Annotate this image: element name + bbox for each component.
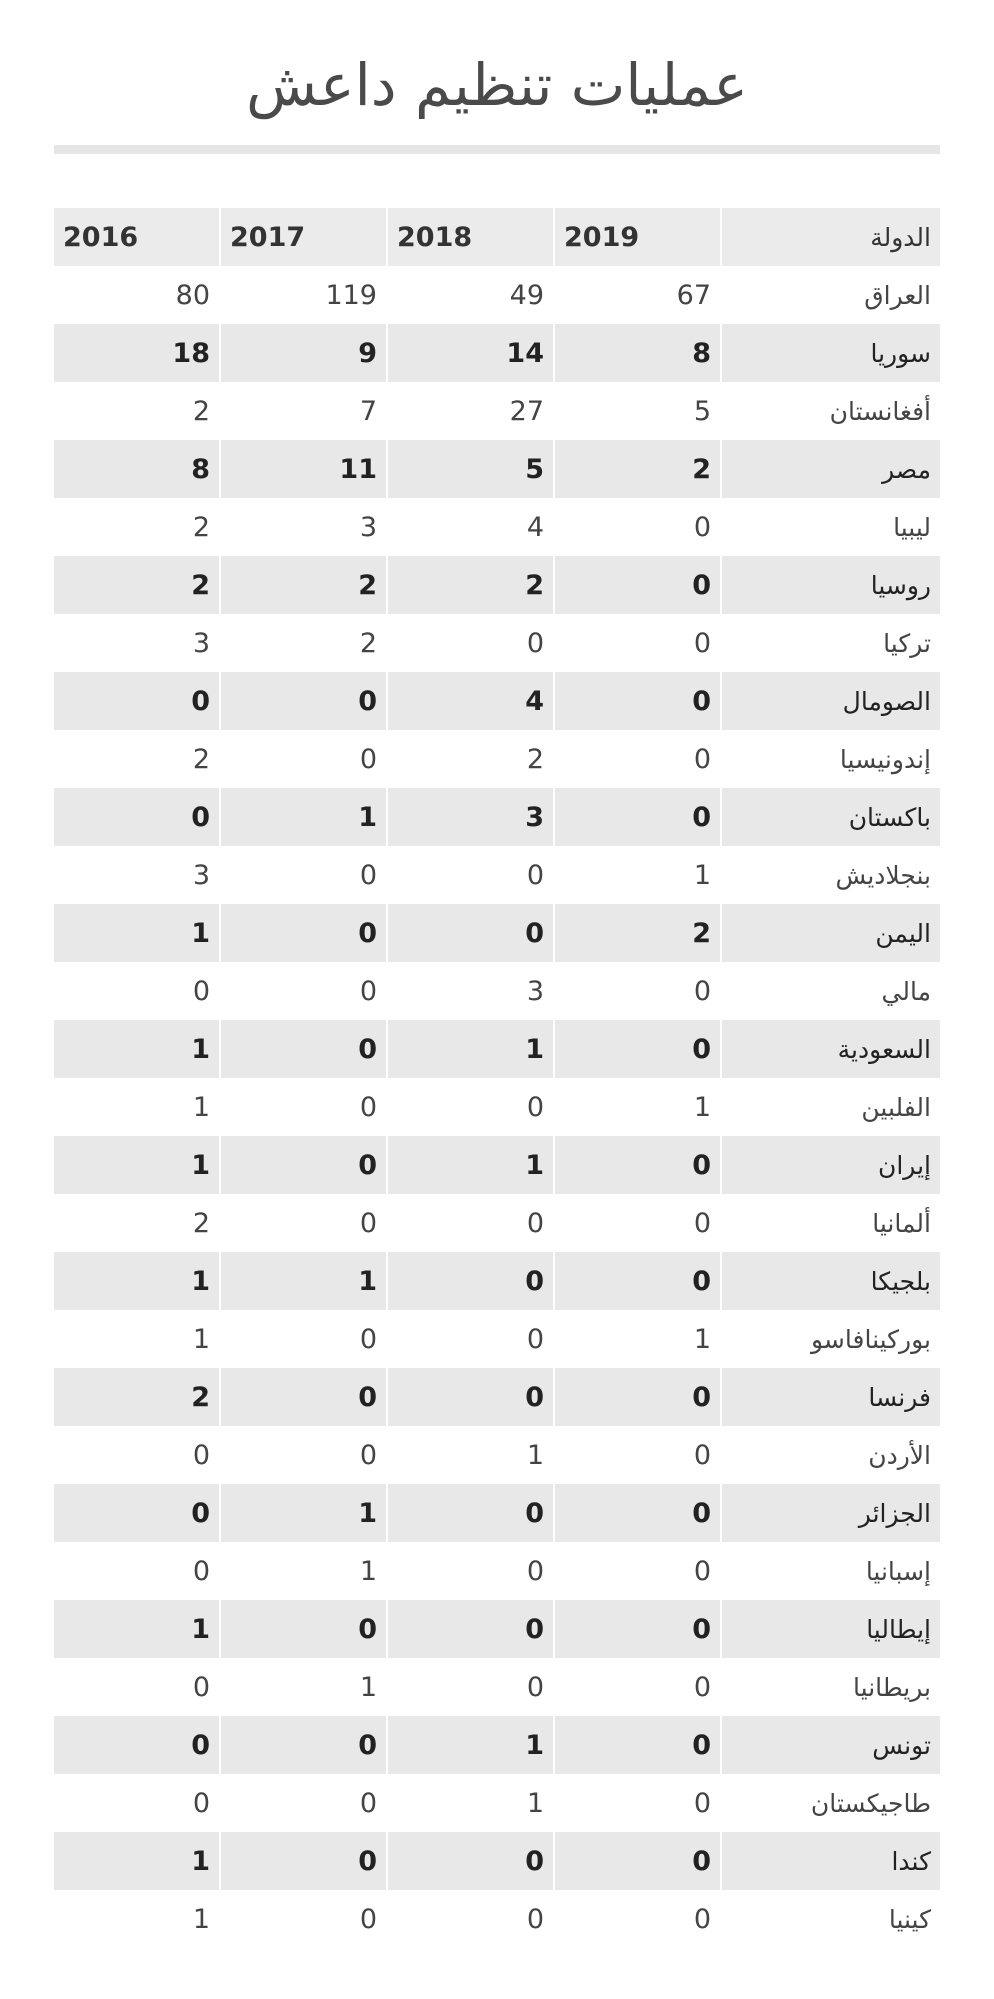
cell-2016: 8 xyxy=(54,440,221,498)
cell-country: تونس xyxy=(722,1716,940,1774)
cell-2019: 0 xyxy=(555,498,722,556)
cell-2016: 1 xyxy=(54,1600,221,1658)
cell-2019: 0 xyxy=(555,614,722,672)
cell-country: الفلبين xyxy=(722,1078,940,1136)
cell-country: طاجيكستان xyxy=(722,1774,940,1832)
cell-2018: 1 xyxy=(388,1426,555,1484)
cell-2019: 2 xyxy=(555,440,722,498)
cell-2017: 0 xyxy=(221,730,388,788)
table-row xyxy=(54,1600,940,1658)
cell-2016: 0 xyxy=(54,788,221,846)
cell-2017: 0 xyxy=(221,962,388,1020)
table-row xyxy=(54,904,940,962)
cell-2019: 0 xyxy=(555,1426,722,1484)
cell-2016: 3 xyxy=(54,614,221,672)
table-row xyxy=(54,1020,940,1078)
cell-2019: 0 xyxy=(555,730,722,788)
cell-2016: 0 xyxy=(54,1542,221,1600)
cell-2018: 0 xyxy=(388,846,555,904)
cell-country: سوريا xyxy=(722,324,940,382)
cell-2016: 18 xyxy=(54,324,221,382)
cell-2016: 1 xyxy=(54,1310,221,1368)
cell-2019: 1 xyxy=(555,1078,722,1136)
cell-country: روسيا xyxy=(722,556,940,614)
cell-2018: 1 xyxy=(388,1020,555,1078)
cell-2017: 9 xyxy=(221,324,388,382)
cell-2018: 1 xyxy=(388,1136,555,1194)
data-table-container xyxy=(54,208,940,1948)
cell-2017: 0 xyxy=(221,846,388,904)
table-row xyxy=(54,1136,940,1194)
cell-2018: 0 xyxy=(388,1542,555,1600)
cell-2016: 2 xyxy=(54,1368,221,1426)
cell-2018: 14 xyxy=(388,324,555,382)
cell-2016: 2 xyxy=(54,1194,221,1252)
cell-country: إيران xyxy=(722,1136,940,1194)
cell-2017: 2 xyxy=(221,556,388,614)
cell-2017: 0 xyxy=(221,1832,388,1890)
cell-2018: 4 xyxy=(388,498,555,556)
cell-2016: 0 xyxy=(54,1774,221,1832)
cell-2017: 0 xyxy=(221,904,388,962)
cell-2016: 1 xyxy=(54,1136,221,1194)
title-divider xyxy=(54,145,940,154)
cell-2018: 2 xyxy=(388,556,555,614)
cell-country: بلجيكا xyxy=(722,1252,940,1310)
cell-2018: 1 xyxy=(388,1774,555,1832)
column-header-2017: 2017 xyxy=(221,208,388,266)
cell-2016: 0 xyxy=(54,1658,221,1716)
cell-2017: 1 xyxy=(221,1484,388,1542)
cell-2017: 1 xyxy=(221,1252,388,1310)
cell-2018: 3 xyxy=(388,962,555,1020)
cell-2017: 0 xyxy=(221,1136,388,1194)
cell-2017: 0 xyxy=(221,672,388,730)
cell-country: ألمانيا xyxy=(722,1194,940,1252)
cell-2016: 2 xyxy=(54,498,221,556)
cell-country: تركيا xyxy=(722,614,940,672)
cell-2017: 119 xyxy=(221,266,388,324)
cell-2018: 0 xyxy=(388,614,555,672)
cell-country: بريطانيا xyxy=(722,1658,940,1716)
header-row xyxy=(54,208,940,266)
cell-country: أفغانستان xyxy=(722,382,940,440)
cell-2018: 4 xyxy=(388,672,555,730)
column-header-2018: 2018 xyxy=(388,208,555,266)
table-row xyxy=(54,324,940,382)
cell-country: كينيا xyxy=(722,1890,940,1948)
cell-2019: 0 xyxy=(555,1368,722,1426)
cell-2019: 0 xyxy=(555,1136,722,1194)
cell-2016: 1 xyxy=(54,904,221,962)
cell-2019: 0 xyxy=(555,1600,722,1658)
cell-2017: 0 xyxy=(221,1194,388,1252)
cell-2018: 2 xyxy=(388,730,555,788)
cell-2016: 80 xyxy=(54,266,221,324)
cell-2019: 2 xyxy=(555,904,722,962)
cell-2017: 0 xyxy=(221,1078,388,1136)
cell-country: بنجلاديش xyxy=(722,846,940,904)
cell-2018: 0 xyxy=(388,1368,555,1426)
cell-2016: 0 xyxy=(54,672,221,730)
cell-2019: 0 xyxy=(555,672,722,730)
cell-country: السعودية xyxy=(722,1020,940,1078)
table-row xyxy=(54,1658,940,1716)
cell-2016: 2 xyxy=(54,730,221,788)
cell-2017: 11 xyxy=(221,440,388,498)
cell-2019: 1 xyxy=(555,1310,722,1368)
cell-2018: 49 xyxy=(388,266,555,324)
cell-country: بوركينافاسو xyxy=(722,1310,940,1368)
cell-country: العراق xyxy=(722,266,940,324)
cell-2019: 1 xyxy=(555,846,722,904)
cell-country: مصر xyxy=(722,440,940,498)
cell-2017: 0 xyxy=(221,1600,388,1658)
cell-2019: 67 xyxy=(555,266,722,324)
table-row xyxy=(54,788,940,846)
table-row xyxy=(54,1716,940,1774)
table-row xyxy=(54,1890,940,1948)
table-row xyxy=(54,1310,940,1368)
cell-2016: 2 xyxy=(54,382,221,440)
table-row xyxy=(54,1194,940,1252)
cell-2018: 0 xyxy=(388,1600,555,1658)
table-row xyxy=(54,382,940,440)
table-row xyxy=(54,1426,940,1484)
table-body xyxy=(54,266,940,1948)
cell-2017: 3 xyxy=(221,498,388,556)
data-table xyxy=(54,208,940,1948)
cell-2017: 1 xyxy=(221,1542,388,1600)
table-row xyxy=(54,1078,940,1136)
table-row xyxy=(54,1542,940,1600)
column-header-2019: 2019 xyxy=(555,208,722,266)
cell-2018: 3 xyxy=(388,788,555,846)
cell-2019: 0 xyxy=(555,1832,722,1890)
cell-2019: 0 xyxy=(555,1542,722,1600)
cell-2019: 0 xyxy=(555,1194,722,1252)
cell-2016: 1 xyxy=(54,1890,221,1948)
cell-2019: 5 xyxy=(555,382,722,440)
cell-country: إيطاليا xyxy=(722,1600,940,1658)
cell-2016: 0 xyxy=(54,962,221,1020)
cell-country: إندونيسيا xyxy=(722,730,940,788)
cell-2018: 1 xyxy=(388,1716,555,1774)
cell-2017: 0 xyxy=(221,1020,388,1078)
cell-2018: 0 xyxy=(388,1484,555,1542)
cell-2019: 0 xyxy=(555,556,722,614)
cell-2017: 0 xyxy=(221,1426,388,1484)
cell-country: ليبيا xyxy=(722,498,940,556)
cell-country: الصومال xyxy=(722,672,940,730)
column-header-2016: 2016 xyxy=(54,208,221,266)
cell-country: فرنسا xyxy=(722,1368,940,1426)
cell-2017: 7 xyxy=(221,382,388,440)
cell-2019: 0 xyxy=(555,1252,722,1310)
table-row xyxy=(54,1252,940,1310)
table-row xyxy=(54,556,940,614)
cell-2016: 0 xyxy=(54,1484,221,1542)
cell-2017: 0 xyxy=(221,1774,388,1832)
cell-2019: 0 xyxy=(555,962,722,1020)
table-row xyxy=(54,266,940,324)
cell-2018: 0 xyxy=(388,904,555,962)
cell-2016: 1 xyxy=(54,1252,221,1310)
table-row xyxy=(54,440,940,498)
table-row xyxy=(54,1368,940,1426)
cell-2017: 1 xyxy=(221,1658,388,1716)
table-row xyxy=(54,672,940,730)
cell-2018: 0 xyxy=(388,1310,555,1368)
cell-2019: 0 xyxy=(555,1020,722,1078)
cell-2019: 0 xyxy=(555,1484,722,1542)
cell-country: مالي xyxy=(722,962,940,1020)
cell-country: إسبانيا xyxy=(722,1542,940,1600)
cell-2018: 0 xyxy=(388,1252,555,1310)
cell-2017: 0 xyxy=(221,1368,388,1426)
cell-2016: 1 xyxy=(54,1832,221,1890)
cell-2019: 0 xyxy=(555,1716,722,1774)
cell-2018: 27 xyxy=(388,382,555,440)
cell-2016: 0 xyxy=(54,1426,221,1484)
table-row xyxy=(54,614,940,672)
cell-country: الأردن xyxy=(722,1426,940,1484)
cell-2018: 0 xyxy=(388,1078,555,1136)
table-row xyxy=(54,730,940,788)
cell-2017: 0 xyxy=(221,1890,388,1948)
cell-2017: 0 xyxy=(221,1310,388,1368)
cell-2018: 0 xyxy=(388,1890,555,1948)
table-row xyxy=(54,1774,940,1832)
cell-2018: 0 xyxy=(388,1658,555,1716)
cell-2018: 0 xyxy=(388,1194,555,1252)
cell-2019: 0 xyxy=(555,788,722,846)
cell-country: كندا xyxy=(722,1832,940,1890)
cell-country: الجزائر xyxy=(722,1484,940,1542)
cell-2016: 2 xyxy=(54,556,221,614)
cell-2016: 3 xyxy=(54,846,221,904)
cell-2017: 1 xyxy=(221,788,388,846)
table-row xyxy=(54,846,940,904)
cell-2019: 0 xyxy=(555,1890,722,1948)
cell-2018: 0 xyxy=(388,1832,555,1890)
cell-2019: 0 xyxy=(555,1658,722,1716)
cell-2016: 1 xyxy=(54,1020,221,1078)
cell-2017: 2 xyxy=(221,614,388,672)
cell-2017: 0 xyxy=(221,1716,388,1774)
table-row xyxy=(54,962,940,1020)
table-header xyxy=(54,208,940,266)
table-row xyxy=(54,1832,940,1890)
cell-country: اليمن xyxy=(722,904,940,962)
table-row xyxy=(54,1484,940,1542)
cell-2019: 0 xyxy=(555,1774,722,1832)
cell-2018: 5 xyxy=(388,440,555,498)
cell-2019: 8 xyxy=(555,324,722,382)
column-header-country: الدولة xyxy=(722,208,940,266)
cell-2016: 0 xyxy=(54,1716,221,1774)
table-row xyxy=(54,498,940,556)
chart-title: عمليات تنظيم داعش xyxy=(246,51,748,119)
cell-2016: 1 xyxy=(54,1078,221,1136)
cell-country: باكستان xyxy=(722,788,940,846)
